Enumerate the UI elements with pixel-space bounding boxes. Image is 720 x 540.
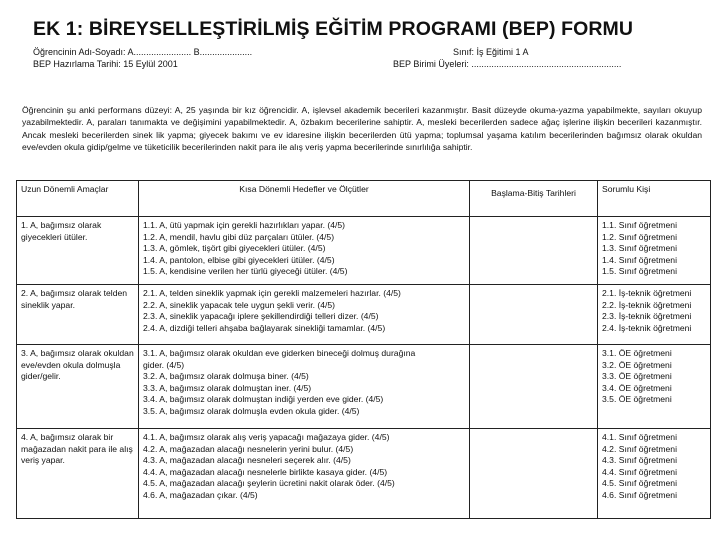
dates-cell [470,429,598,519]
responsible-cell [598,217,711,285]
responsible-item: 1.2. Sınıf öğretmeni [602,231,677,242]
objectives-cell [139,345,470,429]
objective-item: 3.3. A, bağımsız olarak dolmuştan iner. (4/5) [143,382,312,393]
student-name-field: Öğrencinin Adı-Soyadı: A....................... B..................... [33,47,253,57]
responsible-item: 3.4. ÖE öğretmeni [602,382,672,393]
responsible-item: 4.3. Sınıf öğretmeni [602,455,677,466]
responsible-item: 2.4. İş-teknik öğretmeni [602,322,692,333]
header-long-term: Uzun Dönemli Amaçlar [17,181,139,217]
class-info: Sınıf: İş Eğitimi 1 A [453,47,529,57]
objective-item: 4.1. A, bağımsız olarak alış veriş yapacağı mağazaya gider. (4/5) [143,432,390,442]
objective-item: 2.4. A, dizdiği telleri ahşaba bağlayarak sinekliği tamamlar. (4/5) [143,322,386,333]
objective-item: 4.3. A, mağazadan alacağı nesneleri seçerek alır. (4/5) [143,455,351,466]
responsible-item: 4.4. Sınıf öğretmeni [602,466,677,477]
objective-item: 4.6. A, mağazadan çıkar. (4/5) [143,489,258,500]
objective-item: 1.4. A, pantolon, elbise gibi giyecekleri ütüler. (4/5) [143,254,335,265]
dates-cell [470,285,598,345]
responsible-item: 3.5. ÖE öğretmeni [602,394,672,405]
bep-date: BEP Hazırlama Tarihi: 15 Eylül 2001 [33,59,178,69]
objective-item: 3.1. A, bağımsız olarak okuldan eve giderken bineceği dolmuş durağına [143,348,416,358]
objective-item: 2.3. A, sineklik yapacağı iplere şekillendirdiği telleri dizer. (4/5) [143,311,379,322]
long-term-goal: 2. A, bağımsız olarak telden sineklik yapar. [17,285,139,345]
responsible-item: 2.3. İş-teknik öğretmeni [602,311,692,322]
objective-item: 3.2. A, bağımsız olarak dolmuşa biner. (4/5) [143,371,309,382]
dates-cell [470,217,598,285]
responsible-item: 1.5. Sınıf öğretmeni [602,266,677,277]
long-term-goal: 1. A, bağımsız olarak giyecekleri ütüler. [17,217,139,285]
responsible-item: 3.3. ÖE öğretmeni [602,371,672,382]
table-row [17,285,711,345]
table-header-row [17,181,711,217]
objectives-cell [139,429,470,519]
objective-item: 3.4. A, bağımsız olarak dolmuştan indiği yerden eve gider. (4/5) [143,394,384,405]
responsible-item: 3.1. ÖE öğretmeni [602,348,672,358]
responsible-item: 2.1. İş-teknik öğretmeni [602,288,692,298]
header-short-term: Kısa Dönemli Hedefler ve Ölçütler [139,181,470,217]
responsible-cell [598,429,711,519]
objective-item: 2.1. A, telden sineklik yapmak için gerekli malzemeleri hazırlar. (4/5) [143,288,401,298]
responsible-item: 1.4. Sınıf öğretmeni [602,254,677,265]
objectives-cell [139,217,470,285]
responsible-item: 4.1. Sınıf öğretmeni [602,432,677,442]
responsible-item: 1.1. Sınıf öğretmeni [602,220,677,230]
responsible-cell [598,345,711,429]
responsible-cell [598,285,711,345]
long-term-goal: 4. A, bağımsız olarak bir mağazadan nakit para ile alış veriş yapar. [17,429,139,519]
responsible-item: 4.6. Sınıf öğretmeni [602,489,677,500]
objective-item: 4.2. A, mağazadan alacağı nesnelerin yerini bulur. (4/5) [143,443,354,454]
form-title: EK 1: BİREYSELLEŞTİRİLMİŞ EĞİTİM PROGRAMI (BEP) FORMU [33,18,634,40]
objective-item: gider. (4/5) [143,359,185,370]
responsible-item: 3.2. ÖE öğretmeni [602,359,672,370]
header-dates: Başlama-Bitiş Tarihleri [470,181,598,217]
bep-plan-table [16,180,711,519]
table-row [17,429,711,519]
responsible-item: 4.2. Sınıf öğretmeni [602,443,677,454]
table-row [17,345,711,429]
dates-cell [470,345,598,429]
objective-item: 1.2. A, mendil, havlu gibi düz parçaları ütüler. (4/5) [143,231,335,242]
responsible-item: 4.5. Sınıf öğretmeni [602,478,677,489]
header-responsible: Sorumlu Kişi [598,181,711,217]
objective-item: 2.2. A, sineklik yapacak tele uygun şekli verir. (4/5) [143,299,336,310]
objective-item: 3.5. A, bağımsız olarak dolmuşla evden okula gider. (4/5) [143,405,360,416]
responsible-item: 2.2. İş-teknik öğretmeni [602,299,692,310]
responsible-item: 1.3. Sınıf öğretmeni [602,243,677,254]
objective-item: 1.1. A, ütü yapmak için gerekli hazırlıkları yapar. (4/5) [143,220,346,230]
table-row [17,217,711,285]
performance-summary: Öğrencinin şu anki performans düzeyi: A, 25 yaşında bir kız öğrencidir. A, işlevsel akademik becerileri kazanmıştır. Basit düzeyde okuma-yazma yapabilmekte, sayıları okuyup yazabilmektedir. A, paraları tanımakta ve değişimini yapabilmektedir. A, özbakım becerilerine sahiptir. A, mesleki becerilerden sadece ağaç işlerine ilişkin becerileri kazanmıştır. Ancak mesleki becerilerden sinek lik yapma; giyecek bakımı ve ev idaresine ilişkin becerilerden ütü yapma; toplumsal yaşama katılım becerilerinden bağımsız olarak okuldan eve/evden okula gidip/gelme ve tüketicilik becerilerinden nakit para ile alış veriş yapma becerilerinde sınırlılığa sahiptir. [22,105,702,153]
bep-unit-members: BEP Birimi Üyeleri: ............................................................ [393,59,622,69]
objectives-cell [139,285,470,345]
objective-item: 4.5. A, mağazadan alacağı şeylerin ücretini nakit olarak öder. (4/5) [143,478,395,489]
objective-item: 1.3. A, gömlek, tişört gibi giyecekleri ütüler. (4/5) [143,243,326,254]
objective-item: 1.5. A, kendisine verilen her türlü giyeceği ütüler. (4/5) [143,266,348,277]
long-term-goal: 3. A, bağımsız olarak okuldan eve/evden okula dolmuşla gider/gelir. [17,345,139,429]
objective-item: 4.4. A, mağazadan alacağı nesnelerle birlikte kasaya gider. (4/5) [143,466,388,477]
